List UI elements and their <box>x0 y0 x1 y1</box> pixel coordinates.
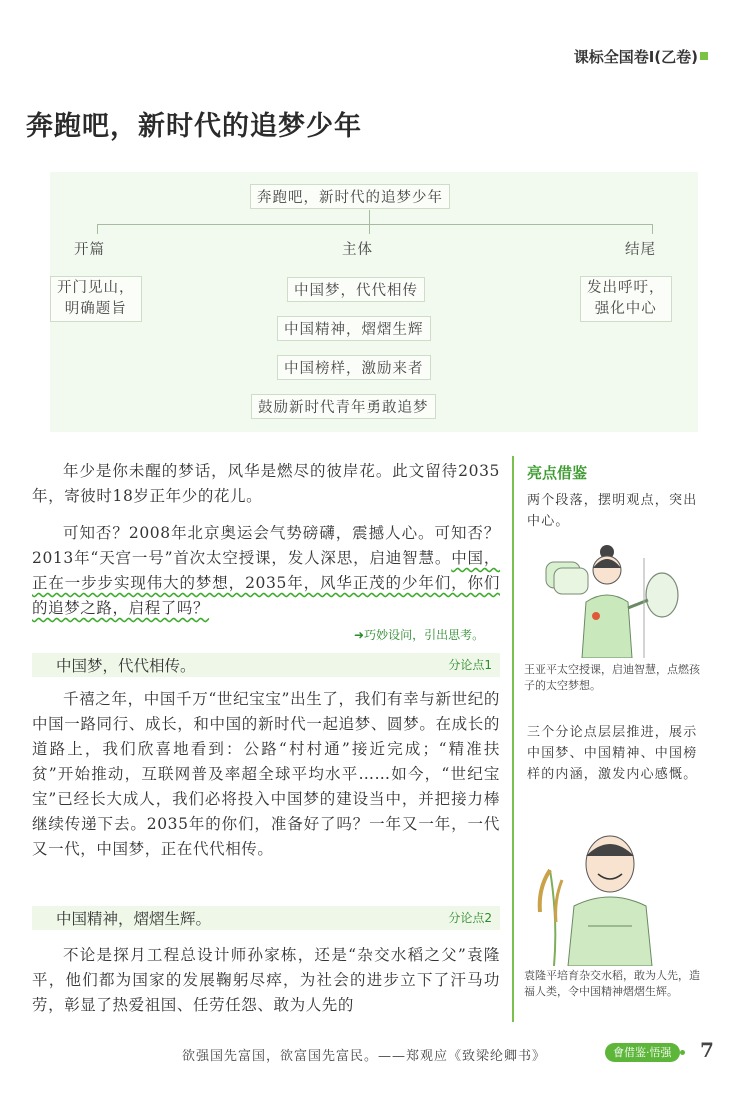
outline-connector <box>369 224 370 234</box>
page-number: 7 <box>700 1038 714 1062</box>
outline-diagram <box>50 172 698 432</box>
outline-connector <box>652 224 653 234</box>
paragraph-intro: 年少是你未醒的梦话，风华是燃尽的彼岸花。此文留待2035年，寄彼时18岁正年少的花儿。 <box>32 462 500 505</box>
astronaut-teacher-illustration <box>524 540 704 658</box>
outline-ending-box <box>580 276 672 322</box>
outline-body-point: 中国精神，熠熠生辉 <box>277 316 431 341</box>
section-title: 中国精神，熠熠生辉。 <box>56 910 212 928</box>
paragraph-text: 可知否？2008年北京奥运会气势磅礴，震撼人心。可知否？2013年“天宫一号”首次太空授课，发人深思，启迪智慧。 <box>32 524 500 567</box>
annotation-text: 巧妙设问，引出思考。 <box>364 628 485 642</box>
outline-root: 奔跑吧，新时代的追梦少年 <box>250 184 450 209</box>
outline-connector <box>369 210 370 224</box>
paragraph-dream: 千禧之年，中国千万“世纪宝宝”出生了，我们有幸与新世纪的中国一路同行、成长，和中国的新时代一起追梦、圆梦。在成长的道路上，我们欣喜地看到：公路“村村通”接近完成；“精准扶贫”开始推动，互联网普及率超全球平均水平……如今，“世纪宝宝”已经长大成人，我们必将投入中国梦的建设当中，并把接力棒继续传递下去。2035年的你们，准备好了吗？一年又一年，一代又一代，中国梦，正在代代相传。 <box>32 690 500 858</box>
header-square-icon <box>700 52 708 60</box>
outline-ending-label: 结尾 <box>625 242 656 258</box>
outline-body-point: 中国梦，代代相传 <box>287 277 425 302</box>
outline-ending-line: 强化中心 <box>594 301 657 317</box>
page-title: 奔跑吧，新时代的追梦少年 <box>26 111 362 142</box>
annotation-note <box>354 626 484 643</box>
outline-connector <box>97 224 98 234</box>
outline-opening-box <box>50 276 142 322</box>
outline-body-point: 中国榜样，激励来者 <box>277 355 431 380</box>
sidebar-rule <box>512 456 514 1022</box>
outline-ending-line: 发出呼吁， <box>587 280 665 296</box>
sidebar-title: 亮点借鉴 <box>527 464 588 482</box>
outline-connector <box>97 224 652 225</box>
outline-opening-label: 开篇 <box>74 242 105 258</box>
illustration-caption: 袁隆平培育杂交水稻，敢为人先，造福人类，令中国精神熠熠生辉。 <box>524 969 700 998</box>
section-heading <box>32 653 500 677</box>
rice-scientist-illustration <box>524 830 704 966</box>
section-tag: 分论点1 <box>448 658 492 672</box>
outline-body-point: 鼓励新时代青年勇敢追梦 <box>251 394 436 419</box>
sidebar-comment: 两个段落，摆明观点，突出中心。 <box>527 493 698 529</box>
underlined-sentence: 中国，正在一步步实现伟大的梦想，2035年，风华正茂的少年们，你们的追梦之路，启程了吗？ <box>32 549 500 617</box>
illustration-caption: 王亚平太空授课，启迪智慧，点燃孩子的太空梦想。 <box>524 663 700 692</box>
section-heading <box>32 906 500 930</box>
footer-badge: 會借鉴·悟强 <box>605 1043 680 1062</box>
footer-dot-icon <box>680 1050 685 1055</box>
section-title: 中国梦，代代相传。 <box>56 657 196 675</box>
paragraph-questions <box>32 521 500 621</box>
outline-body-label: 主体 <box>342 242 373 258</box>
outline-opening-line: 明确题旨 <box>64 301 127 317</box>
outline-opening-line: 开门见山， <box>57 280 135 296</box>
section-tag: 分论点2 <box>448 911 492 925</box>
paragraph-spirit: 不论是探月工程总设计师孙家栋，还是“杂交水稻之父”袁隆平，他们都为国家的发展鞠躬尽瘁，为社会的进步立下了汗马功劳，彰显了热爱祖国、任劳任怨、敢为人先的 <box>32 946 500 1014</box>
arrow-icon: ➜ <box>354 628 365 642</box>
footer-quote: 欲强国先富国，欲富国先富民。——郑观应《致梁纶卿书》 <box>182 1049 547 1064</box>
series-label: 课标全国卷Ⅰ(乙卷) <box>573 48 698 66</box>
sidebar-comment: 三个分论点层层推进，展示中国梦、中国精神、中国榜样的内涵，激发内心感慨。 <box>527 725 698 782</box>
